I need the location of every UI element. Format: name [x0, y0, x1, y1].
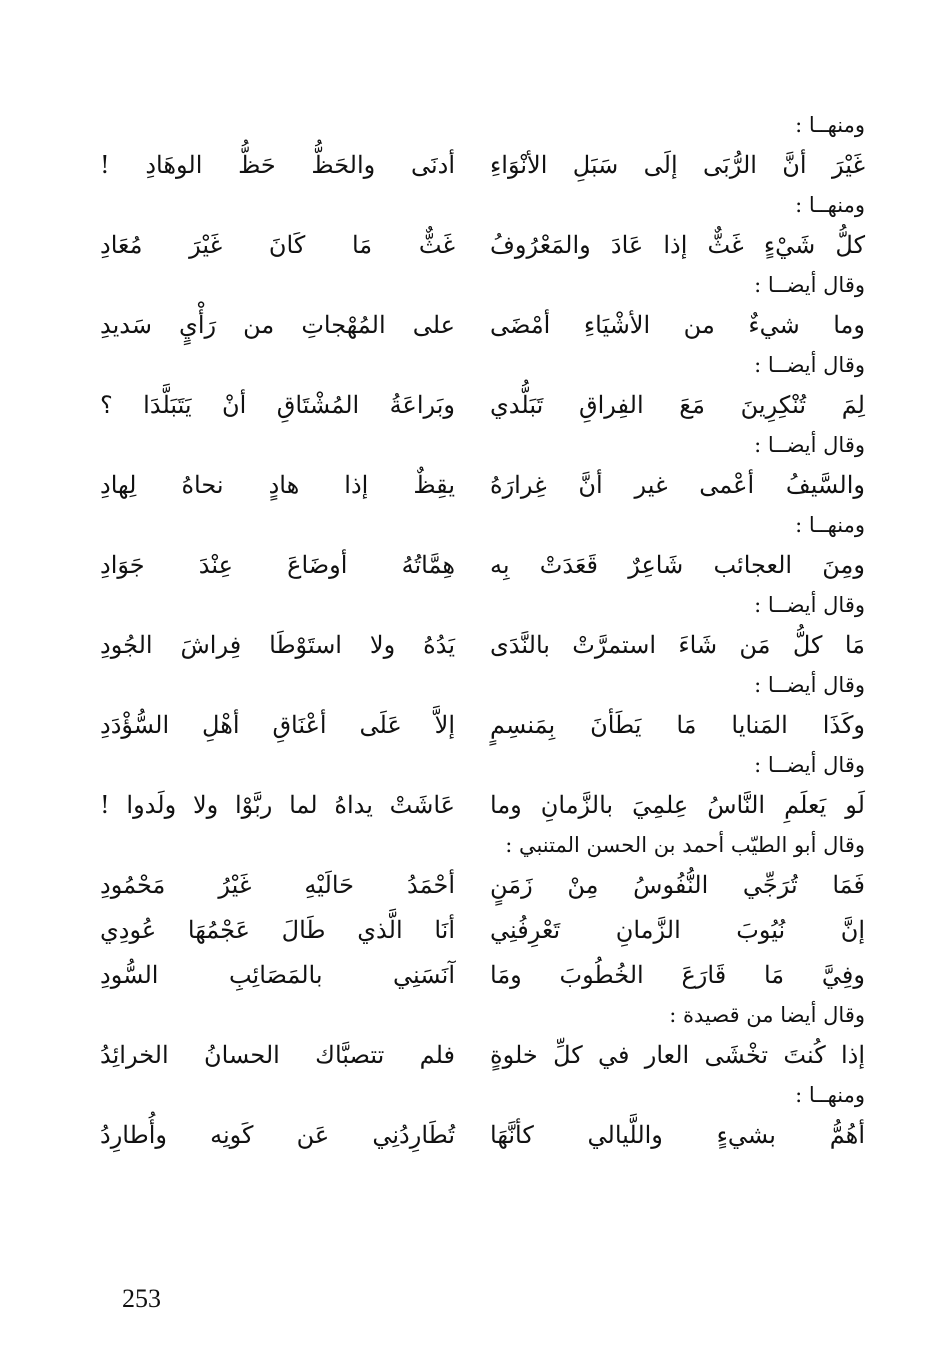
verse-second-hemistich: أحْمَدُ حَالَيْهِ غَيْرُ مَحْمُودِ	[100, 871, 455, 899]
section-heading: وقال أيضــا :	[754, 273, 865, 297]
verse-first-hemistich: وفِيَّ مَا قَارَعَ الخُطُوبَ ومَا	[490, 961, 865, 989]
verse-second-hemistich: يَدُهُ ولا استَوْطَا فِراشَ الجُودِ	[100, 631, 455, 659]
poetry-page	[100, 108, 865, 1158]
verse-first-hemistich: وما شيءٌ من الأشْيَاءِ أمْضَى	[490, 311, 865, 339]
section-heading: وقال أيضــا :	[754, 433, 865, 457]
verse-line	[100, 908, 865, 953]
verse-first-hemistich: والسَّيفُ أعْمى غير أنَّ غِرارَهُ	[490, 471, 865, 499]
verse-first-hemistich: لَو يَعلَمِ النَّاسُ عِلمِيَ بالزَّمانِ وما	[490, 791, 865, 819]
verse-second-hemistich: عَاشَتْ يداهُ لما ربَّوْا ولا ولَدوا !	[100, 791, 455, 819]
verse-second-hemistich: هِمَّاتُهُ أوضَاعَ عِنْدَ جَوَادِ	[100, 551, 455, 579]
verse-first-hemistich: مَا كلُّ مَن شَاءَ استمرَّتْ بالنَّدَى	[490, 631, 865, 659]
verse-first-hemistich: إذا كُنتَ تخْشَى العار في كلِّ خلوةٍ	[490, 1041, 865, 1069]
section-heading: وقال أبو الطيّب أحمد بن الحسن المتنبي :	[505, 833, 865, 857]
verse-first-hemistich: كلُّ شَيْءٍ غَثٌّ إذا عَادَ والمَعْرُوفُ	[490, 231, 865, 259]
section-heading: ومنهــا :	[795, 193, 865, 217]
verse-second-hemistich: آنَسَنِي بالمَصَائِبِ السُّودِ	[100, 961, 455, 989]
section-heading: ومنهــا :	[795, 1083, 865, 1107]
verse-line	[100, 953, 865, 998]
verse-second-hemistich: أنَا الَّذي طَالَ عَجْمُهَا عُودِي	[100, 916, 455, 944]
verse-line	[100, 863, 865, 908]
section-heading: ومنهــا :	[795, 113, 865, 137]
verse-second-hemistich: وبَراعَةُ المُشْتَاقِ أنْ يَتَبَلَّدَا ؟	[100, 391, 455, 419]
verse-first-hemistich: أهُمُّ بشيءٍ واللَّيالي كأنَّهَا	[490, 1121, 865, 1149]
verse-second-hemistich: غَثٌّ مَا كَانَ غَيْرَ مُعَادِ	[100, 231, 455, 259]
verse-line	[100, 1113, 865, 1158]
verse-second-hemistich: تُطَارِدُنِي عَن كَونِه وأُطارِدُ	[100, 1121, 455, 1149]
section-heading: وقال أيضــا :	[754, 593, 865, 617]
verse-line	[100, 383, 865, 428]
verse-second-hemistich: إلاَّ عَلَى أعْنَاقِ أهْلِ السُّؤْدَدِ	[100, 711, 455, 739]
verse-first-hemistich: غَيْرَ أنَّ الرُّبَى إلَى سَبَلِ الأنْوَاءِ	[490, 151, 865, 179]
verse-second-hemistich: يقِظٌ إذا هادٍ نحاهُ لِهادِ	[100, 471, 455, 499]
verse-line	[100, 783, 865, 828]
verse-line	[100, 303, 865, 348]
page-number: 253	[122, 1284, 161, 1313]
verse-line	[100, 463, 865, 508]
verse-first-hemistich: فَمَا تُرَجِّي النُّفُوسُ مِنْ زَمَنٍ	[490, 871, 865, 899]
verse-line	[100, 223, 865, 268]
verse-first-hemistich: ومِنَ العجائب شَاعِرٌ قَعَدَتْ بِه	[490, 551, 865, 579]
verse-line	[100, 623, 865, 668]
verse-second-hemistich: أدنَى والحَظُّ حَظُّ الوهَادِ !	[100, 151, 455, 179]
verse-first-hemistich: وكَذَا المَنايا مَا يَطَأنَ بِمَنسِمٍ	[490, 711, 865, 739]
verse-second-hemistich: فلم تتصبَّاك الحسانُ الخرائِدُ	[100, 1041, 455, 1069]
section-heading: وقال أيضــا :	[754, 753, 865, 777]
verse-second-hemistich: على المُهْجاتِ من رَأْيٍ سَديدِ	[100, 311, 455, 339]
verse-line	[100, 1033, 865, 1078]
verse-line	[100, 543, 865, 588]
verse-first-hemistich: إنَّ نُيُوبَ الزَّمانِ تَعْرِفُنِي	[490, 916, 865, 944]
section-heading: وقال أيضــا :	[754, 673, 865, 697]
section-heading: وقال أيضــا :	[754, 353, 865, 377]
section-heading: ومنهــا :	[795, 513, 865, 537]
verse-line	[100, 703, 865, 748]
verse-first-hemistich: لِمَ تُنْكِرِينَ مَعَ الفِراقِ تَبَلُّدي	[490, 391, 865, 419]
section-heading: وقال أيضا من قصيدة :	[669, 1003, 865, 1027]
verse-line	[100, 143, 865, 188]
